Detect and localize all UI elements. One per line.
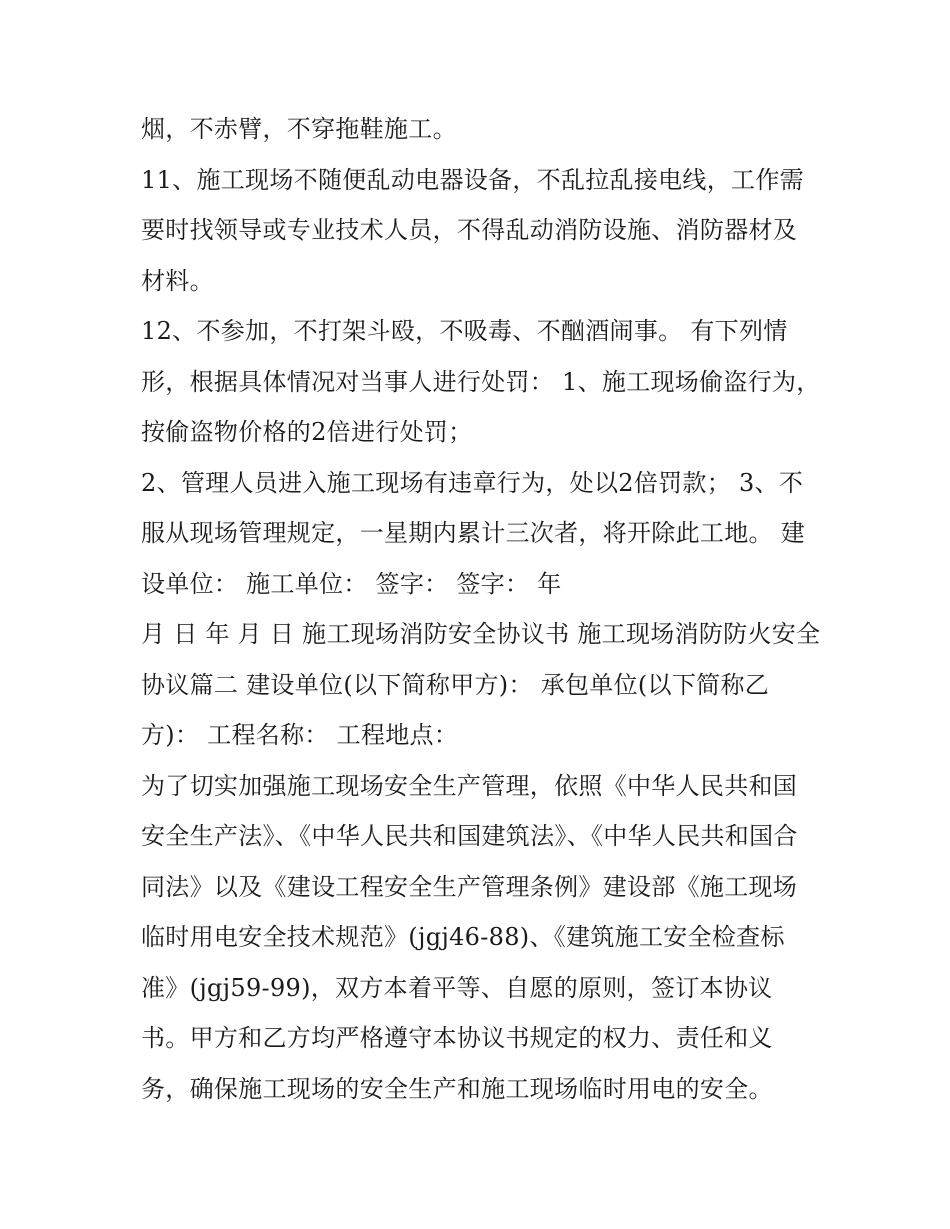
paragraph-3: 12、不参加，不打架斗殴，不吸毒、不酗酒闹事。 有下列情形，根据具体情况对当事人进行处罚： 1、施工现场偷盗行为，按偷盗物价格的2倍进行处罚；	[141, 317, 821, 446]
paragraph-1: 烟，不赤臂，不穿拖鞋施工。	[141, 115, 457, 143]
paragraph-5: 月 日 年 月 日 施工现场消防安全协议书 施工现场消防防火安全协议篇二 建设单位(以下简称甲方)： 承包单位(以下简称乙方)： 工程名称： 工程地点：	[141, 620, 821, 749]
paragraph-4: 2、管理人员进入施工现场有违章行为，处以2倍罚款； 3、不服从现场管理规定，一星期内累计三次者，将开除此工地。 建设单位： 施工单位： 签字： 签字： 年	[141, 468, 806, 598]
paragraph-2: 11、施工现场不随便乱动电器设备，不乱拉乱接电线，工作需要时找领导或专业技术人员，不得乱动消防设施、消防器材及材料。	[141, 165, 804, 295]
document-body	[141, 104, 821, 1114]
paragraph-6: 为了切实加强施工现场安全生产管理，依照《中华人民共和国安全生产法》、《中华人民共和国建筑法》、《中华人民共和国合同法》以及《建设工程安全生产管理条例》建设部《施工现场临时用电安全技术规范》(jgj46-88)、《建筑施工安全检查标准》(jgj59-99)，双方本着平等、自愿的原则，签订本协议书。甲方和乙方均严格遵守本协议书规定的权力、责任和义务，确保施工现场的安全生产和施工现场临时用电的安全。	[141, 771, 798, 1103]
